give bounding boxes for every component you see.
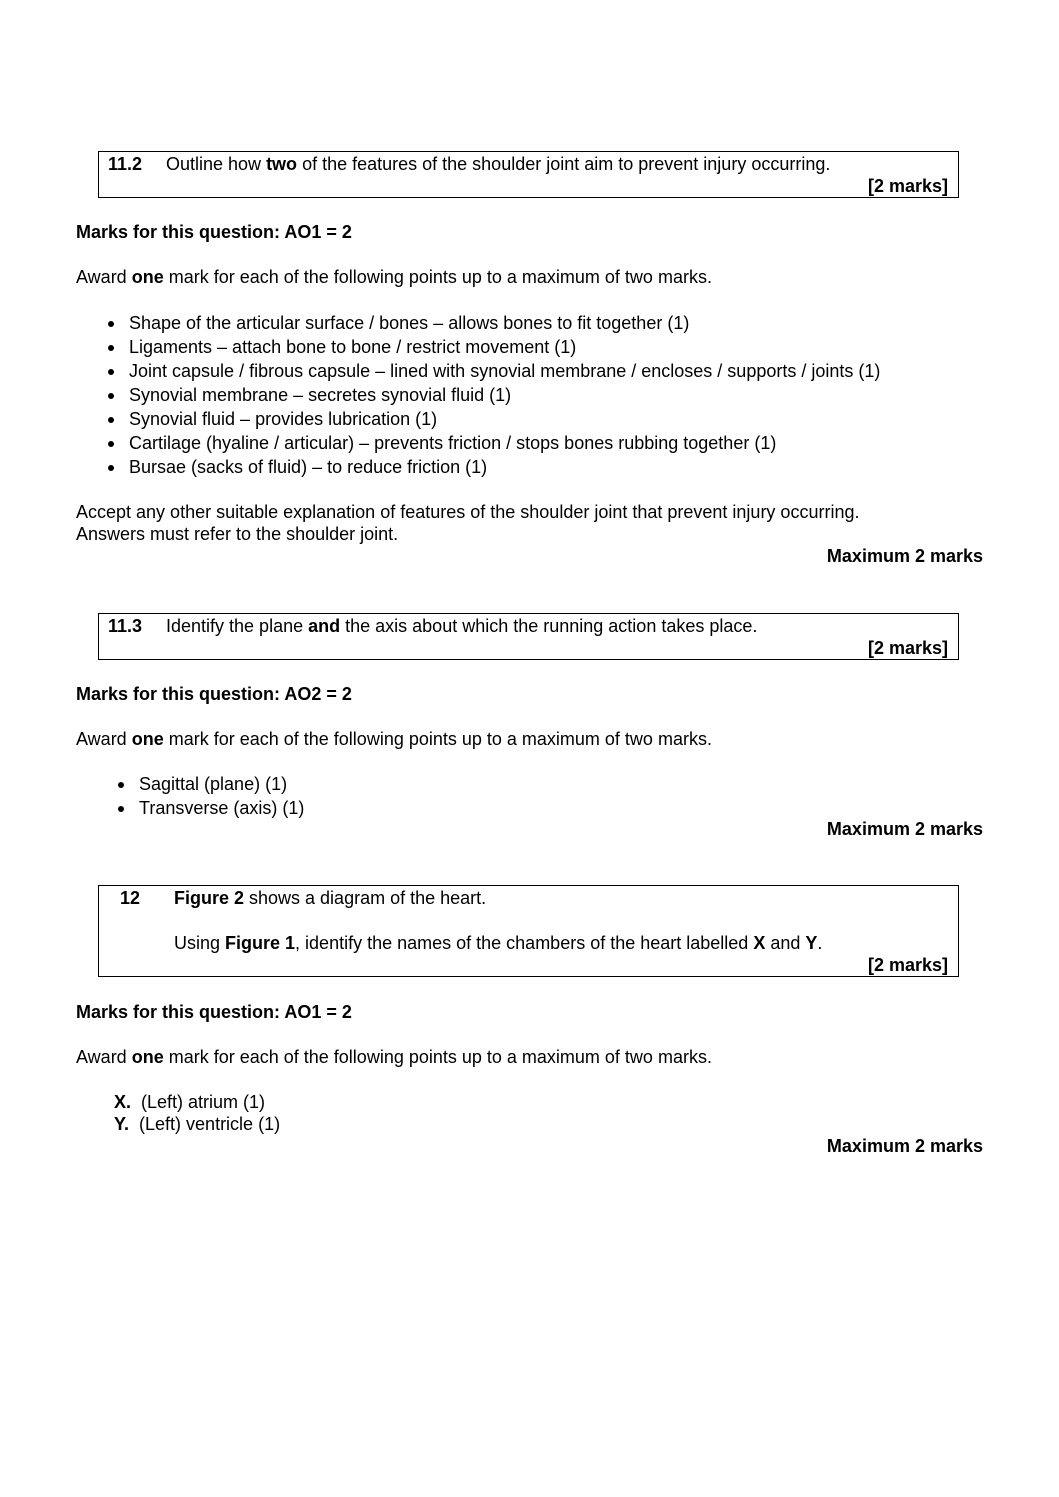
question-marks: [2 marks] [867,176,948,196]
list-item: Joint capsule / fibrous capsule – lined with synovial membrane / encloses / supports / joints (1) [104,360,880,384]
mark-points-11-3 [114,773,304,821]
answer-text: (Left) ventricle (1) [139,1114,281,1134]
award-text: mark for each of the following points up to a maximum of two marks. [163,267,712,287]
award-emphasis: one [131,1047,164,1067]
question-text-part: , identify the names of the chambers of the heart labelled [295,933,754,953]
question-text-part: of the features of the shoulder joint aim to prevent injury occurring. [297,154,831,174]
list-item: Ligaments – attach bone to bone / restrict movement (1) [104,336,880,360]
question-text-part: shows a diagram of the heart. [244,888,487,908]
award-instruction-11-3 [76,728,712,750]
question-12-box [98,885,959,977]
answer-text: (Left) atrium (1) [141,1092,266,1112]
marks-heading-11-2: Marks for this question: AO1 = 2 [76,222,352,242]
question-text [166,616,757,637]
award-text: Award [76,1047,132,1067]
list-item: Cartilage (hyaline / articular) – prevents friction / stops bones rubbing together (1) [104,432,880,456]
question-number: 11.3 [108,616,143,636]
figure-reference: Figure 2 [174,888,245,908]
answer-label: X. [114,1092,132,1112]
list-item: Transverse (axis) (1) [114,797,304,821]
question-text-part: Identify the plane [166,616,309,636]
label-x: X [753,933,766,953]
award-text: Award [76,267,132,287]
question-marks: [2 marks] [867,955,948,975]
answer-y [114,1113,280,1135]
question-11-3-box [98,613,959,660]
award-emphasis: one [131,729,164,749]
list-item: Shape of the articular surface / bones – allows bones to fit together (1) [104,312,880,336]
maximum-marks-11-2: Maximum 2 marks [826,546,983,566]
question-text-part: Outline how [166,154,267,174]
question-text [166,154,830,175]
award-emphasis: one [131,267,164,287]
list-item: Sagittal (plane) (1) [114,773,304,797]
award-instruction-12 [76,1046,712,1068]
label-y: Y [805,933,818,953]
award-text: Award [76,729,132,749]
question-text-line-2 [174,933,822,954]
figure-reference: Figure 1 [225,933,296,953]
marks-heading-12: Marks for this question: AO1 = 2 [76,1002,352,1022]
question-marks: [2 marks] [867,638,948,658]
list-item: Synovial fluid – provides lubrication (1) [104,408,880,432]
answer-x [114,1091,265,1113]
question-text-emphasis: two [266,154,298,174]
maximum-marks-12: Maximum 2 marks [826,1136,983,1156]
question-number: 11.2 [108,154,143,174]
question-text-part: the axis about which the running action takes place. [340,616,758,636]
question-text-emphasis: and [308,616,341,636]
answer-label: Y. [114,1114,130,1134]
question-text-line-1 [174,888,486,909]
award-text: mark for each of the following points up to a maximum of two marks. [163,1047,712,1067]
question-11-2-box [98,151,959,198]
accept-note-line-1: Accept any other suitable explanation of features of the shoulder joint that prevent injury occurring. [76,502,860,522]
award-instruction-11-2 [76,266,712,288]
question-text-part: Using [174,933,226,953]
question-number: 12 [120,888,141,908]
maximum-marks-11-3: Maximum 2 marks [826,819,983,839]
accept-note-line-2: Answers must refer to the shoulder joint. [76,524,399,544]
question-text-part: and [765,933,806,953]
list-item: Bursae (sacks of fluid) – to reduce friction (1) [104,456,880,480]
marks-heading-11-3: Marks for this question: AO2 = 2 [76,684,352,704]
mark-points-11-2 [104,312,880,480]
list-item: Synovial membrane – secretes synovial fluid (1) [104,384,880,408]
award-text: mark for each of the following points up to a maximum of two marks. [163,729,712,749]
question-text-part: . [817,933,823,953]
